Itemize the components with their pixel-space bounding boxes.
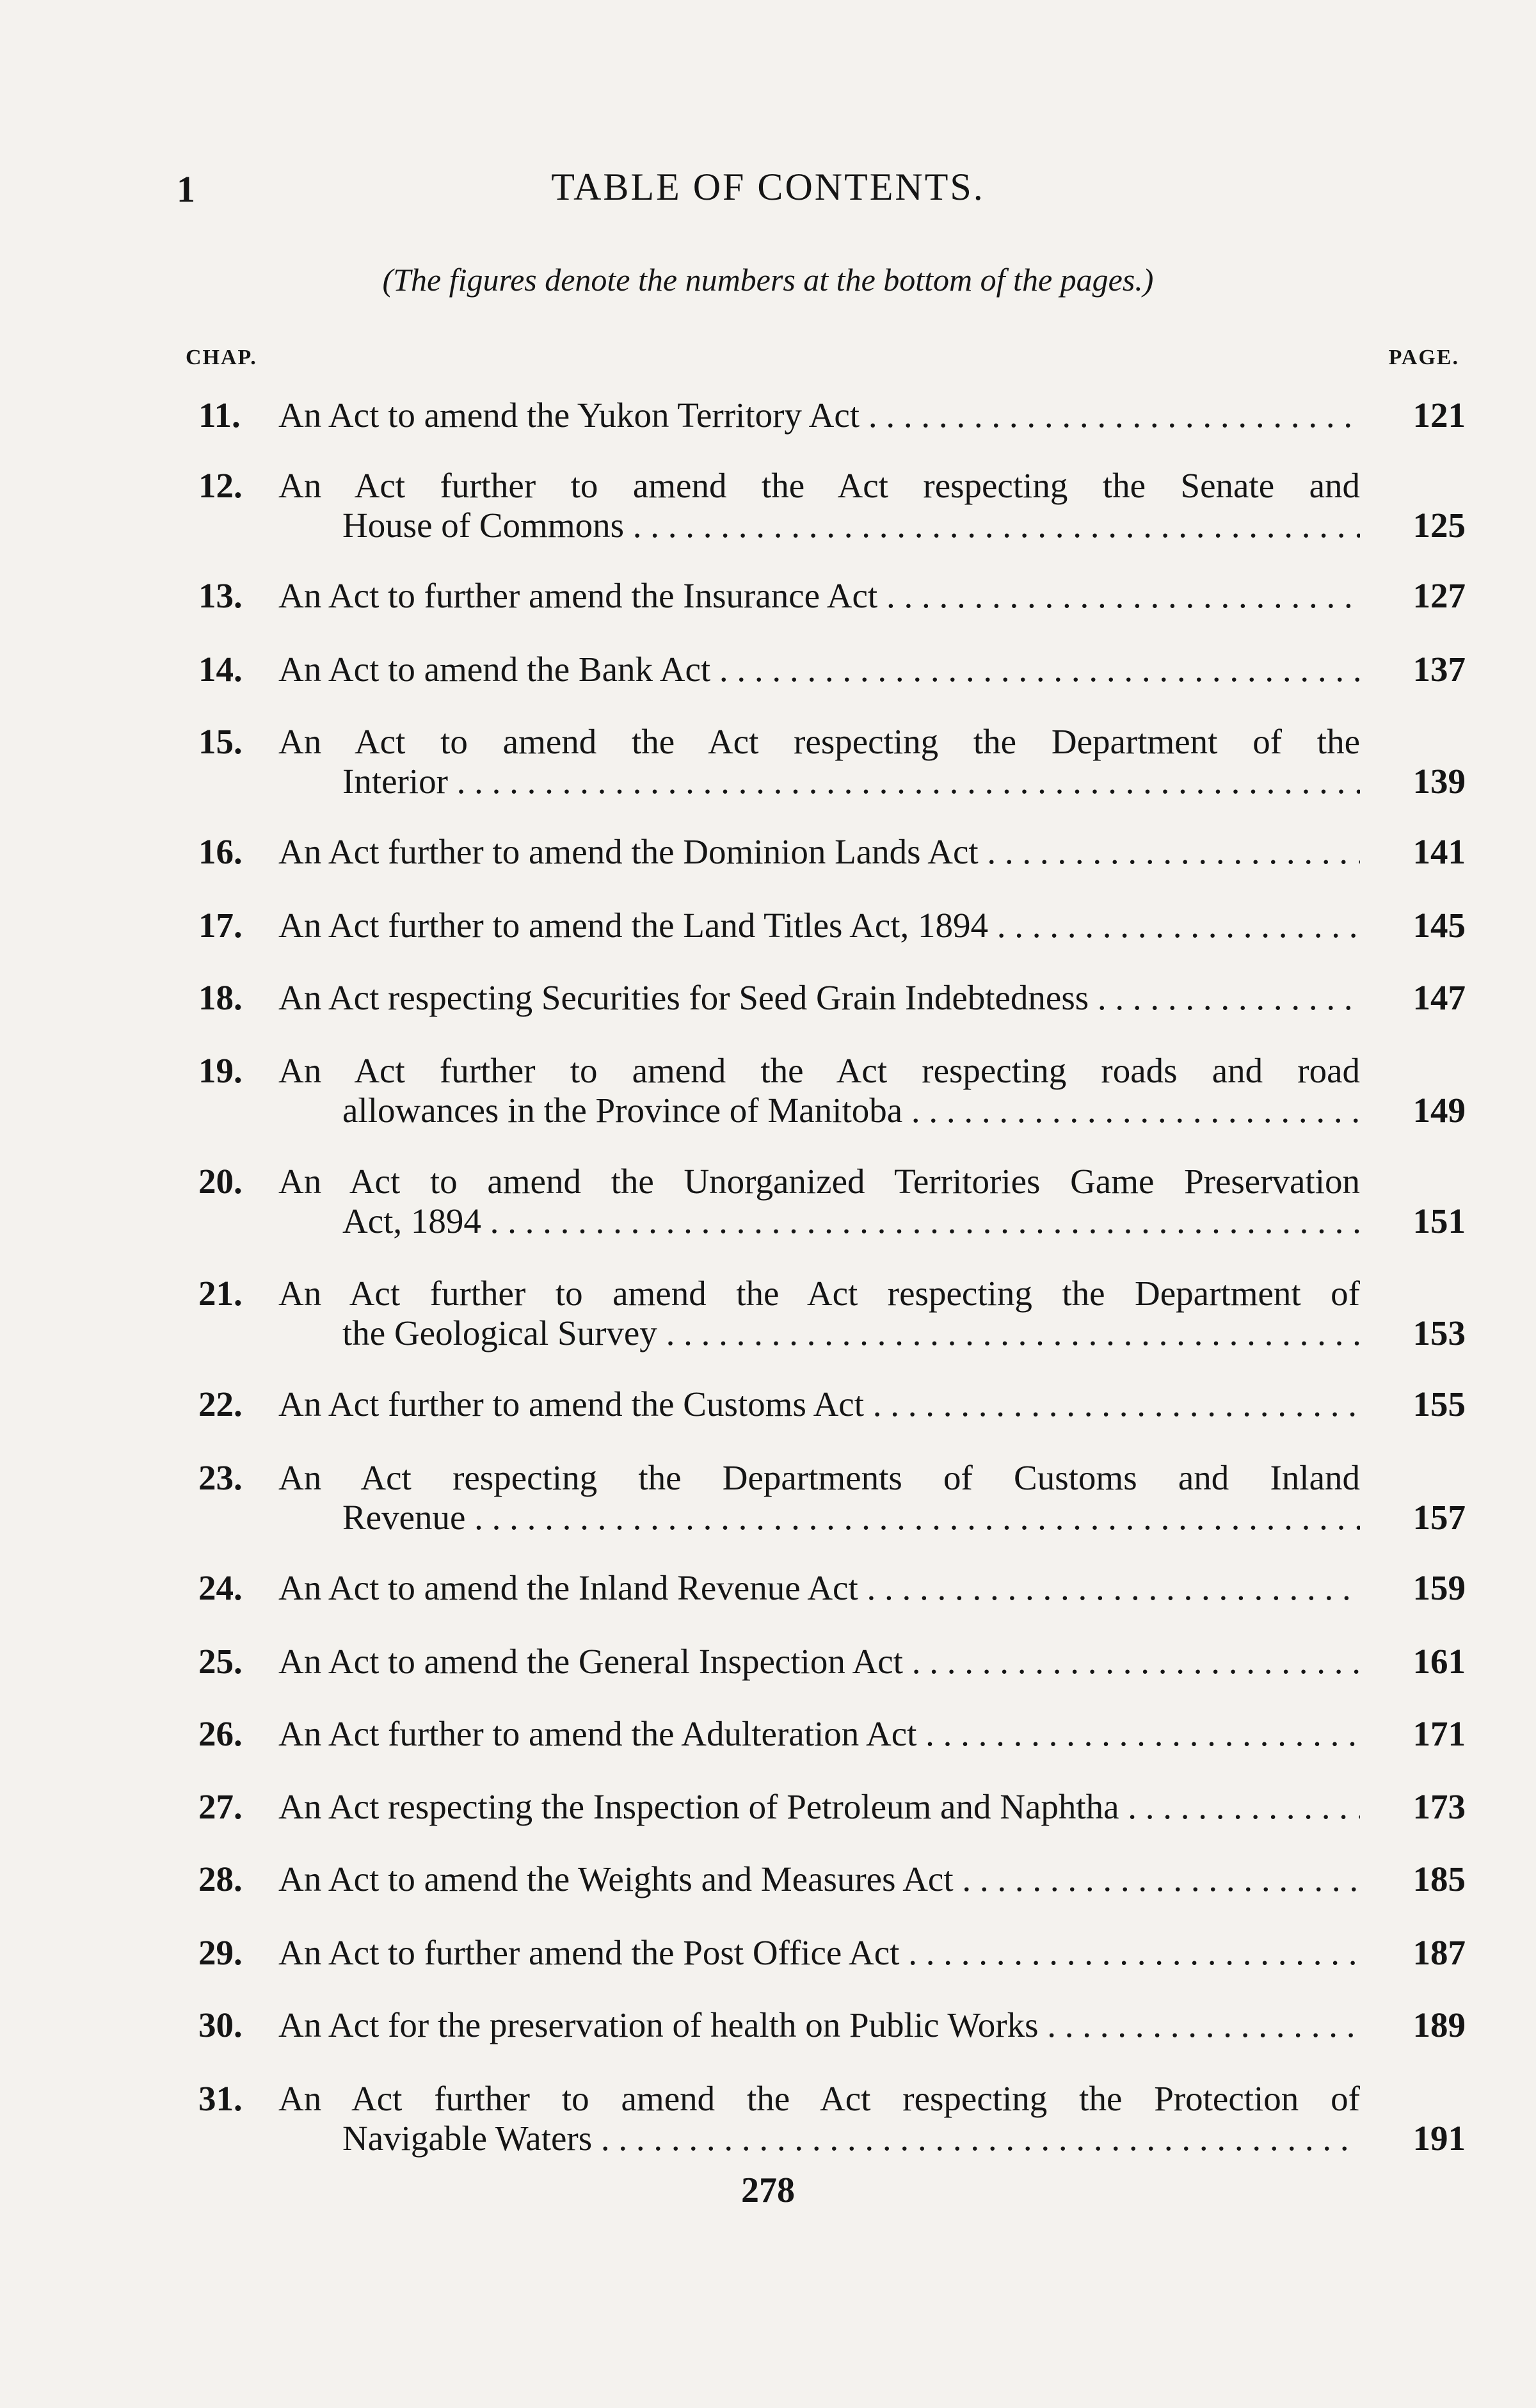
entry-title: An Act respecting the Departments of Customs and Inland [278,1458,1360,1497]
contents-entry [198,2079,1466,2158]
entry-page-number: 151 [1412,1201,1466,1240]
entry-page-number: 187 [1412,1933,1466,1972]
chapter-number: 20. [198,1162,243,1201]
chapter-number: 16. [198,832,243,871]
contents-entry [198,650,1466,689]
contents-entry [198,906,1466,945]
chapter-number: 30. [198,2005,243,2044]
entry-title-continued: allowances in the Province of Manitoba . . . [342,1091,1360,1130]
entry-title: An Act further to amend the Dominion Lands Act . . . [278,832,1360,872]
contents-entry [198,466,1466,545]
chapter-number: 26. [198,1714,243,1753]
entry-title-continued: Revenue . . . [342,1498,1360,1537]
entry-page-number: 125 [1412,506,1466,545]
contents-entry [198,1274,1466,1353]
entry-page-number: 137 [1412,650,1466,689]
entry-page-number: 121 [1412,396,1466,435]
page-note: (The figures denote the numbers at the bottom of the pages.) [382,262,1154,298]
contents-entry [198,1787,1466,1827]
entry-title: An Act to amend the Yukon Territory Act . . . [278,396,1360,435]
chapter-number: 31. [198,2079,243,2118]
contents-entry [198,1642,1466,1682]
entry-page-number: 189 [1412,2005,1466,2044]
entry-page-number: 145 [1412,906,1466,945]
page-number: 278 [741,2171,795,2210]
entry-page-number: 155 [1412,1385,1466,1424]
chapter-number: 24. [198,1568,243,1607]
entry-title: An Act to amend the Act respecting the Department of the [278,722,1360,761]
entry-page-number: 153 [1412,1313,1466,1352]
contents-entry [198,1051,1466,1130]
entry-title-continued: the Geological Survey . . . [342,1313,1360,1353]
contents-entry [198,978,1466,1018]
entry-title-continued: Navigable Waters . . . [342,2119,1360,2158]
entry-title: An Act further to amend the Customs Act . . . [278,1385,1360,1424]
chapter-number: 23. [198,1458,243,1497]
chapter-number: 28. [198,1859,243,1898]
chapter-number: 17. [198,906,243,945]
entry-page-number: 157 [1412,1498,1466,1537]
entry-title: An Act to amend the Unorganized Territories Game Preservation [278,1162,1360,1201]
entry-page-number: 171 [1412,1714,1466,1753]
contents-entry [198,1568,1466,1608]
chapter-number: 12. [198,466,243,505]
entry-page-number: 149 [1412,1091,1466,1130]
entry-title: An Act to amend the General Inspection Act . . . [278,1642,1360,1682]
entry-title: An Act further to amend the Act respecting the Protection of [278,2079,1360,2118]
contents-entry [198,1385,1466,1424]
chapter-number: 27. [198,1787,243,1826]
entry-title: An Act further to amend the Adulteration Act . . . [278,1714,1360,1754]
contents-entry [198,1162,1466,1241]
entry-title: An Act respecting the Inspection of Petroleum and Naphtha . . . [278,1787,1360,1827]
contents-entry [198,832,1466,872]
chapter-number: 22. [198,1385,243,1424]
chapter-number: 15. [198,722,243,761]
entry-title-continued: House of Commons . . . [342,506,1360,545]
entry-title: An Act to amend the Weights and Measures Act . . . [278,1859,1360,1899]
entry-page-number: 127 [1412,576,1466,615]
entry-title: An Act further to amend the Act respecting the Senate and [278,466,1360,505]
contents-entry [198,396,1466,435]
entry-page-number: 173 [1412,1787,1466,1826]
chapter-column-label: CHAP. [186,346,257,369]
entry-page-number: 159 [1412,1568,1466,1607]
entry-title: An Act to further amend the Insurance Act . . . [278,576,1360,616]
entry-title: An Act respecting Securities for Seed Grain Indebtedness . . . [278,978,1360,1018]
entry-page-number: 185 [1412,1859,1466,1898]
chapter-number: 25. [198,1642,243,1681]
chapter-number: 19. [198,1051,243,1090]
page-column-label: PAGE. [1388,346,1459,369]
contents-entry [198,2005,1466,2045]
entry-title-continued: Act, 1894 . . . [342,1201,1360,1241]
contents-entry [198,1859,1466,1899]
contents-entry [198,1458,1466,1537]
entry-page-number: 139 [1412,762,1466,801]
entry-title: An Act to amend the Bank Act . . . [278,650,1360,689]
entry-title-continued: Interior . . . [342,762,1360,801]
chapter-number: 13. [198,576,243,615]
contents-entry [198,576,1466,616]
chapter-number: 18. [198,978,243,1017]
chapter-number: 14. [198,650,243,689]
entry-page-number: 141 [1412,832,1466,871]
entry-page-number: 147 [1412,978,1466,1017]
entry-page-number: 161 [1412,1642,1466,1681]
entry-page-number: 191 [1412,2119,1466,2158]
entry-title: An Act to amend the Inland Revenue Act . . . [278,1568,1360,1608]
page-mark: 1 [177,168,195,210]
entry-title: An Act to further amend the Post Office Act . . . [278,1933,1360,1973]
page-title: TABLE OF CONTENTS. [551,166,985,208]
entry-title: An Act for the preservation of health on Public Works . . . [278,2005,1360,2045]
contents-entry [198,1933,1466,1973]
chapter-number: 21. [198,1274,243,1313]
entry-title: An Act further to amend the Act respecting the Department of [278,1274,1360,1313]
chapter-number: 11. [198,396,241,435]
contents-entry [198,1714,1466,1754]
contents-entry [198,722,1466,801]
entry-title: An Act further to amend the Land Titles Act, 1894 . . . [278,906,1360,945]
chapter-number: 29. [198,1933,243,1972]
entry-title: An Act further to amend the Act respecting roads and road [278,1051,1360,1090]
